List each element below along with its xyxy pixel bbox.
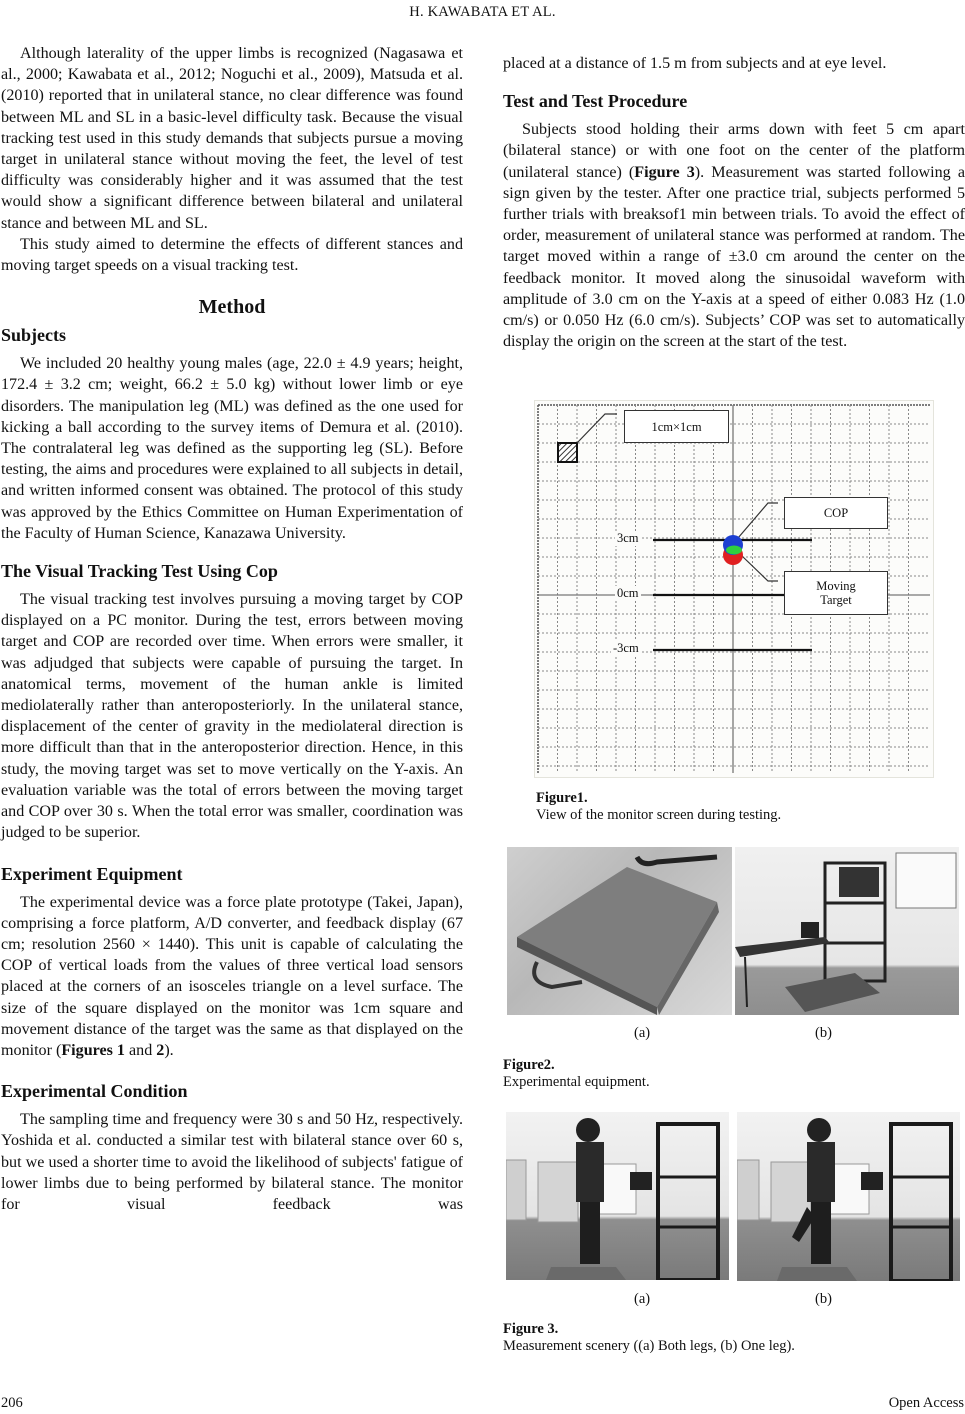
- subjects-heading: Subjects: [1, 325, 67, 346]
- method-heading: Method: [198, 296, 266, 319]
- figure-3b-label: (b): [815, 1291, 832, 1307]
- right-column: [503, 53, 965, 352]
- open-access-label: Open Access: [888, 1395, 964, 1411]
- square-1cm-icon: [558, 443, 577, 462]
- callout-cop: COP: [784, 497, 888, 529]
- figure-3-caption: [503, 1321, 795, 1355]
- figure-1-monitor-screen: [534, 400, 934, 778]
- figure-3a-label: (a): [634, 1291, 651, 1307]
- visual-tracking-heading: The Visual Tracking Test Using Cop: [1, 561, 278, 582]
- callout-1cm-square: 1cm×1cm: [624, 410, 729, 443]
- figure-3a-photo-both-legs: [506, 1112, 729, 1280]
- running-head: H. KAWABATA ET AL.: [409, 4, 556, 20]
- figure-3-caption-title: Figure 3.: [503, 1321, 559, 1337]
- callout-moving-target-line2: Target: [820, 593, 852, 607]
- figure-3-reference-link[interactable]: Figure 3: [634, 163, 695, 181]
- figure-2a-label: (a): [634, 1025, 651, 1041]
- figure-1-caption-text: View of the monitor screen during testing.: [536, 807, 782, 823]
- figure-2-caption: [503, 1057, 650, 1091]
- callout-moving-target-line1: Moving: [816, 579, 856, 593]
- figure-1-caption: [536, 790, 781, 824]
- equipment-text: The experimental device was a force plate prototype (Takei, Japan), comprising a force platform, A/D converter, and feedback display (67 cm; resolution 2560 × 1440). This unit is capable of calculating the COP of vertical loads from the values of three vertical load sensors placed at the corners of an isosceles triangle on a level surface. The size of the square displayed on the monitor was 1cm square and movement distance of the target was the same as that displayed on the monitor (: [1, 893, 463, 1059]
- condition-heading: Experimental Condition: [1, 1081, 188, 1102]
- figures-1-reference-link[interactable]: Figures 1: [61, 1041, 125, 1059]
- visual-tracking-paragraph: The visual tracking test involves pursuing a moving target by COP displayed on a PC monitor. During the test, errors between moving target and COP are recorded over time. When errors were smaller, it was adjudged that subjects were capable of pursuing the target. In anatomical terms, movement of the human ankle is limited mediolaterally rather than anteroposteriorly. In the unilateral stance, displacement of the center of gravity in the mediolateral direction is more difficult than that in the anteroposterior direction. Hence, in this study, the moving target was set to move vertically on the Y-axis. An evaluation variable was the total of errors between the moving target and COP over 30 s. When the total error was smaller, coordination was judged to be superior.: [1, 591, 463, 842]
- figure-2b-photo-room-setup: [735, 847, 959, 1015]
- figure-2-reference-link[interactable]: 2: [156, 1041, 165, 1059]
- label-3cm: 3cm: [617, 531, 639, 545]
- figure-3-caption-text: Measurement scenery ((a) Both legs, (b) One leg).: [503, 1338, 795, 1354]
- equipment-text-and: and: [124, 1041, 157, 1059]
- figure-2b-label: (b): [815, 1025, 832, 1041]
- page-number: 206: [1, 1395, 23, 1411]
- intro-paragraph-1: Although laterality of the upper limbs is recognized (Nagasawa et al., 2000; Kawabata et al., 2012; Noguchi et al., 2009), Matsuda et al. (2010) reported that in unilateral stance, no clear difference was found between ML and SL in a basic-level difficulty task. Because the visual tracking test used in this study demands that subjects pursue a moving target in unilateral stance without moving the feet, the level of test difficulty was considerably higher and it was assumed that the test would show a significant difference between bilateral and unilateral stance and between ML and SL.: [1, 45, 463, 232]
- label-0cm: 0cm: [617, 586, 639, 600]
- subjects-paragraph: We included 20 healthy young males (age, 22.0 ± 4.9 years; height, 172.4 ± 3.2 cm; weight, 66.2 ± 5.0 kg) without lower limb or eye disorders. The manipulation leg (ML) was defined as the one used for kicking a ball according to the survey items of Demura et al. (2010). The contralateral leg was defined as the supporting leg (SL). Before testing, the aims and procedures were explained to all subjects in detail, and written informed consent was obtained. The protocol of this study was approved by the Ethics Committee on Human Experimentation of the Faculty of Human Science, Kanazawa University.: [1, 355, 463, 542]
- figure-3b-photo-one-leg: [737, 1112, 960, 1281]
- figure-2-caption-title: Figure2.: [503, 1057, 555, 1073]
- equipment-paragraph: [1, 892, 463, 1062]
- callout-moving-target: [784, 571, 888, 615]
- figure-2a-photo-force-plate: [507, 847, 732, 1015]
- left-column: [1, 43, 463, 1215]
- label-neg3cm: -3cm: [613, 641, 639, 655]
- condition-paragraph: The sampling time and frequency were 30 s and 50 Hz, respectively. Yoshida et al. conducted a similar test with bilateral stance over 60 s, but we used a shorter time to avoid the likelihood of subjects' fatigue of lower limbs due to being performed by bilateral stance. The monitor for visual feedback was: [1, 1111, 463, 1213]
- equipment-heading: Experiment Equipment: [1, 863, 183, 884]
- procedure-text: Subjects stood holding their arms down with feet 5 cm apart (bilateral stance) or with one foot on the center of the platform (unilateral stance) (: [503, 121, 965, 181]
- continuation-paragraph: placed at a distance of 1.5 m from subjects and at eye level.: [503, 55, 887, 72]
- procedure-paragraph: [503, 119, 965, 352]
- figure-2-caption-text: Experimental equipment.: [503, 1074, 650, 1090]
- equipment-text-end: ).: [164, 1041, 174, 1059]
- procedure-heading: Test and Test Procedure: [503, 91, 688, 112]
- intro-paragraph-2: This study aimed to determine the effects of different stances and moving target speeds on a visual tracking test.: [1, 235, 463, 275]
- procedure-text-end: ). Measurement was started following a sign given by the tester. After one practice trial, subjects performed 5 further trials with breaksof1 min between trials. To avoid the effect of order, measurement of unilateral stance was performed at random. The target moved within a range of ±3.0 cm around the center on the feedback monitor. It moved along the sinusoidal waveform with amplitude of 3.0 cm on the Y-axis at a speed of either 0.083 Hz (1.0 cm/s) or 0.050 Hz (6.0 cm/s). Subjects’ COP was set to automatically display the origin on the screen at the start of the test.: [503, 163, 965, 351]
- figure-1-caption-title: Figure1.: [536, 790, 588, 806]
